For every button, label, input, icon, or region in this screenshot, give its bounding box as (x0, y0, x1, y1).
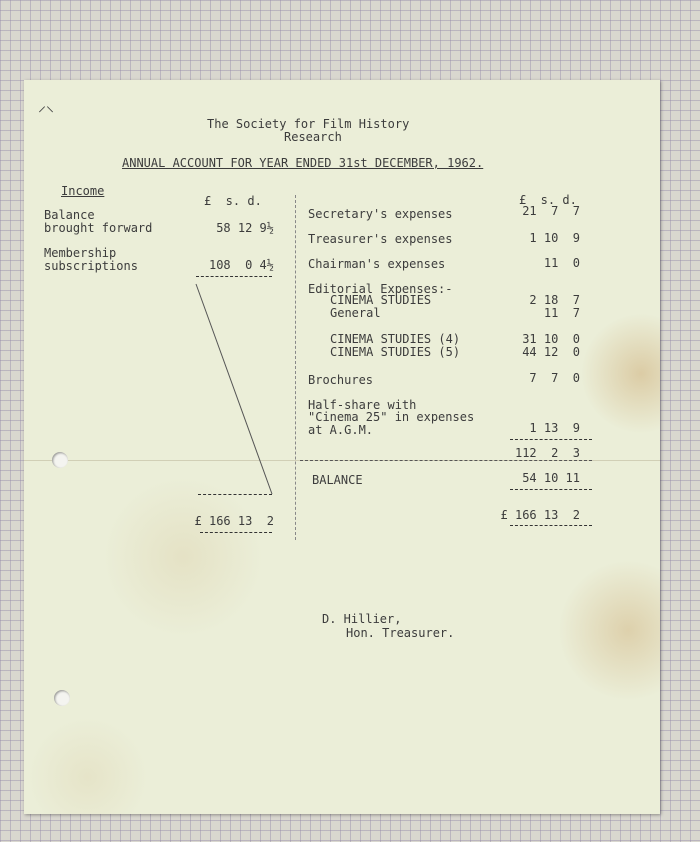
balance-amount: 54 10 11 (522, 471, 580, 485)
treasurer-amount: 1 10 9 (529, 231, 580, 245)
editorial-general-label: General (330, 306, 381, 320)
halfshare-line-1: Half-share with (308, 398, 417, 412)
editorial-label: Editorial Expenses:- (308, 282, 453, 296)
punch-hole (54, 690, 70, 706)
income-item-2-line2: subscriptions (44, 259, 138, 273)
expenses-total-rule (510, 525, 592, 526)
income-cancel-line (192, 280, 276, 498)
cinema-studies-5-amount: 44 12 0 (522, 345, 580, 359)
brochures-label: Brochures (308, 373, 374, 387)
income-item-1-amount: 58 12 9½ (216, 221, 274, 235)
column-divider (295, 195, 296, 540)
signature-name: D. Hillier, (322, 612, 402, 626)
page-heading: ANNUAL ACCOUNT FOR YEAR ENDED 31st DECEMBER, 1962. (122, 156, 484, 170)
signature-title: Hon. Treasurer. (346, 626, 455, 640)
income-item-1-line2: brought forward (44, 221, 153, 235)
brochures-amount: 7 7 0 (529, 371, 580, 385)
editorial-cinema-studies-label: CINEMA STUDIES (330, 293, 432, 307)
chairman-label: Chairman's expenses (308, 257, 446, 271)
income-rule (196, 276, 272, 277)
income-rule-2 (198, 494, 272, 495)
treasurer-label: Treasurer's expenses (308, 232, 453, 246)
editorial-cinema-studies-amount: 2 18 7 (529, 293, 580, 307)
halfshare-line-2: "Cinema 25" in expenses (308, 410, 475, 424)
halfshare-amount: 1 13 9 (529, 421, 580, 435)
editorial-general-amount: 11 7 (543, 306, 580, 320)
chairman-amount: 11 0 (543, 256, 580, 270)
punch-hole (52, 452, 68, 468)
income-label: Income (61, 184, 105, 198)
expenses-total: £ 166 13 2 (500, 508, 580, 522)
expenses-subtotal-rule (510, 439, 592, 440)
balance-rule (510, 489, 592, 490)
income-item-1-line1: Balance (44, 208, 95, 222)
document-sheet (24, 80, 660, 814)
title-line-2: Research (284, 130, 342, 144)
cinema-studies-4-amount: 31 10 0 (522, 332, 580, 346)
expenses-subtotal: 112 2 3 (514, 446, 580, 460)
income-total-rule (200, 532, 272, 533)
handwritten-mark: ⸝⸜ (38, 96, 55, 115)
cinema-studies-4-label: CINEMA STUDIES (4) (330, 332, 461, 346)
balance-label: BALANCE (312, 473, 363, 487)
halfshare-line-3: at A.G.M. (308, 423, 374, 437)
income-total: £ 166 13 2 (194, 514, 274, 528)
expenses-currency-header: £ s. d. (519, 193, 577, 207)
secretary-label: Secretary's expenses (308, 207, 453, 221)
income-item-2-line1: Membership (44, 246, 117, 260)
income-currency-header: £ s. d. (204, 194, 262, 208)
title-line-1: The Society for Film History (207, 117, 410, 131)
cinema-studies-5-label: CINEMA STUDIES (5) (330, 345, 461, 359)
income-item-2-amount: 108 0 4½ (208, 258, 274, 272)
fold-rule (300, 460, 592, 461)
secretary-amount: 21 7 7 (522, 204, 580, 218)
